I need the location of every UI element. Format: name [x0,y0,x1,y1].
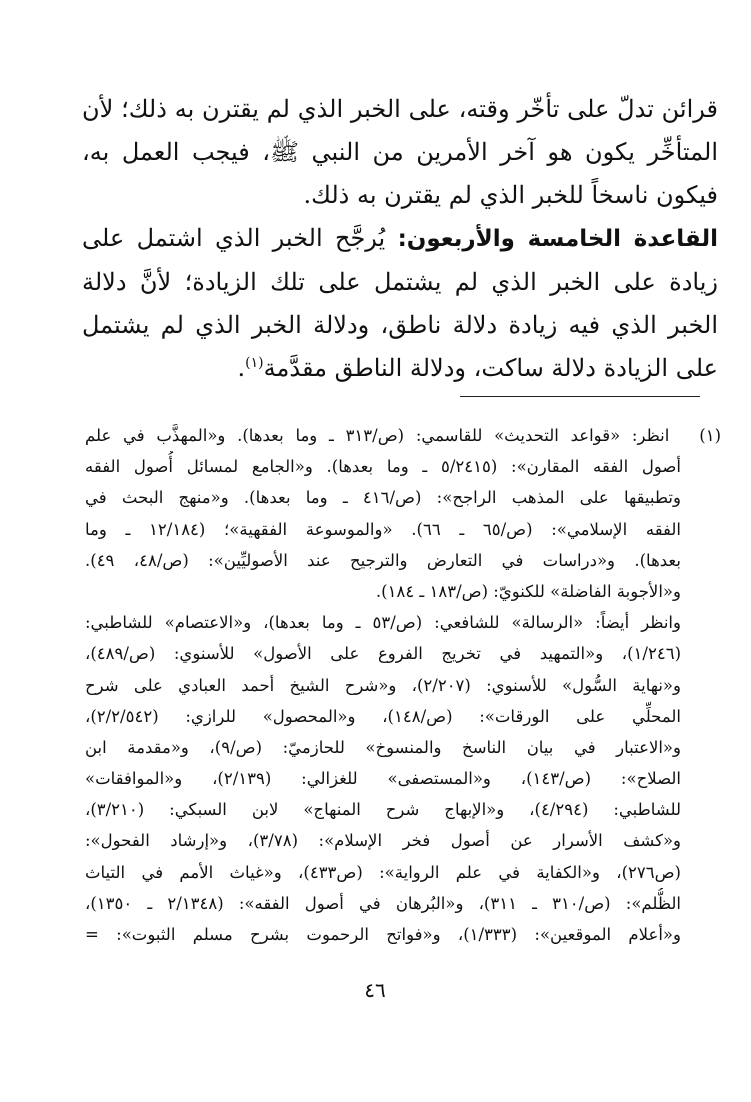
paragraph-2 [82,217,718,390]
footnote-block-2 [85,607,721,950]
footnote-line: الفقه الإسلامي»: (ص/٦٥ ـ ٦٦). «والموسوعة الفقهية»؛ (١٢/١٨٤ ـ وما [85,519,681,539]
footnote-line: و«الاعتبار في بيان الناسخ والمنسوخ» للحازميّ: (ص/٩)، و«مقدمة ابن [85,737,681,757]
main-text [82,88,718,390]
paragraph-2-text: يُرجَّح الخبر الذي اشتمل على زيادة على الخبر الذي لم يشتمل على تلك الزيادة؛ لأنَّ دلالة الخبر الذي فيه زيادة دلالة ناطق، ودلالة الخبر الذي لم يشتمل على الزيادة دلالة ساكت، ودلالة الناطق مقدَّمة [82,224,718,382]
footnote-line-text: انظر: «قواعد التحديث» للقاسمي: (ص/٣١٣ ـ وما بعدها). و«المهذَّب في علم [85,426,670,445]
footnote-number: (١) [699,426,721,445]
footnote-line: و«كشف الأسرار عن أصول فخر الإسلام»: (٣/٧٨)، و«إرشاد الفحول»: [85,831,682,851]
footnote-line: بعدها). و«دراسات في التعارض والترجيح عند الأصوليِّين»: (ص/٤٨، ٤٩). [85,550,681,570]
rule-heading: القاعدة الخامسة والأربعون: [397,226,718,252]
page-number: ٤٦ [364,978,386,1002]
footnote-reference: (١) [245,355,264,371]
footnote-line: أصول الفقه المقارن»: (٥/٢٤١٥ ـ وما بعدها). و«الجامع لمسائل أُصول الفقه [85,457,681,477]
footnote-line: الظُّلم»: (ص/٣١٠ ـ ٣١١)، و«البُرهان في أصول الفقه»: (٢/١٣٤٨ ـ ١٣٥٠)، [85,893,682,913]
footnote-line: وتطبيقها على المذهب الراجح»: (ص/٤١٦ ـ وما بعدها). و«منهج البحث في [85,488,681,508]
footnote-line: المحلِّي على الورقات»: (ص/١٤٨)، و«المحصول» للرازي: (٢/٢/٥٤٢)، [85,706,681,726]
footnote-line: (١/٢٤٦)، و«التمهيد في تخريج الفروع على الأصول» للأسنوي: (ص/٤٨٩)، [85,644,681,664]
footnote-line: الصلاح»: (ص/١٤٣)، و«المستصفى» للغزالي: (٢/١٣٩)، و«الموافقات» [85,769,681,789]
footnote-line: للشاطبي: (٤/٢٩٤)، و«الإبهاج شرح المنهاج» لابن السبكي: (٣/٢١٠)، [85,800,681,820]
paragraph-2-end: . [237,354,246,382]
footnote-line: و«أعلام الموقعين»: (١/٣٣٣)، و«فواتح الرحموت بشرح مسلم الثبوت»: = [85,925,681,944]
footnote-line: و«الأجوبة الفاضلة» للكنويّ: (ص/١٨٣ ـ ١٨٤). [375,581,681,601]
footnote-line: وانظر أيضاً: «الرسالة» للشافعي: (ص/٥٣ ـ وما بعدها)، و«الاعتصام» للشاطبي: [85,613,681,633]
footnote-line: (ص٢٧٦)، و«الكفاية في علم الرواية»: (ص٤٣٣)، و«غياث الأمم في التياث [85,862,681,882]
footnote-line: و«نهاية السُّول» للأسنوي: (٢/٢٠٧)، و«شرح الشيخ أحمد العبادي على شرح [85,675,681,695]
footnote-divider [460,396,700,397]
footnotes-section [85,420,721,950]
footnote-block-1 [85,420,721,607]
paragraph-1: قرائن تدلّ على تأخّر وقته، على الخبر الذي لم يقترن به ذلك؛ لأن المتأخِّر يكون هو آخر الأمرين من النبي ﷺ، فيجب العمل به، فيكون ناسخاً للخبر الذي لم يقترن به ذلك. [82,95,718,209]
footnote-line [85,420,721,451]
